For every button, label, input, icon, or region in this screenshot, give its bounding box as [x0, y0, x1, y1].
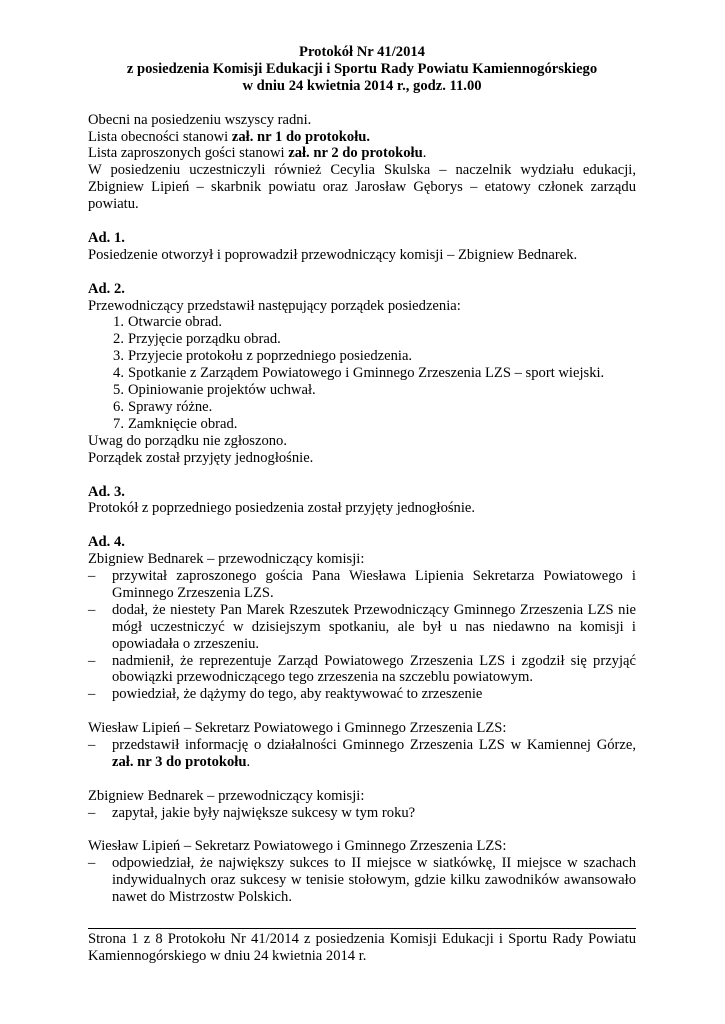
section-text: Posiedzenie otworzył i poprowadził przewodniczący komisji – Zbigniew Bednarek.	[88, 246, 578, 263]
footer-line-1: Strona 1 z 8 Protokołu Nr 41/2014 z posiedzenia Komisji Edukacji i Sportu Rady Powiatu	[88, 931, 636, 947]
list-item: 3. Przyjecie protokołu z poprzedniego posiedzenia.	[113, 348, 413, 365]
speaker-label: Zbigniew Bednarek – przewodniczący komisji:	[88, 787, 365, 804]
section-heading: Ad. 1.	[88, 229, 125, 246]
participants-paragraph: W posiedzeniu uczestniczyli również Cecylia Skulska – naczelnik wydziału edukacji, Zbigniew Lipień – skarbnik powiatu oraz Jarosław Gęborys – etatowy członek zarządu powiatu.	[88, 162, 636, 213]
section-heading: Ad. 4.	[88, 534, 125, 551]
attachment-3-ref: zał. nr 3 do protokołu	[112, 753, 247, 770]
list-item: – odpowiedział, że największy sukces to II miejsce w siatkówkę, II miejsce w szachach indywidualnych oraz sukcesy w tenisie stołowym, gdzie kilku zawodników awansowało nawet do Mistrzostw Polskich.	[88, 855, 636, 906]
document-title	[88, 44, 636, 95]
footer-line-2: Kamiennogórskiego w dniu 24 kwietnia 2014 r.	[88, 948, 367, 964]
section-text: Protokół z poprzedniego posiedzenia został przyjęty jednogłośnie.	[88, 500, 476, 517]
agenda-remarks: Uwag do porządku nie zgłoszono.	[88, 432, 287, 449]
speaker-label: Wiesław Lipień – Sekretarz Powiatowego i Gminnego Zrzeszenia LZS:	[88, 838, 507, 855]
list-item: – nadmienił, że reprezentuje Zarząd Powiatowego Zrzeszenia LZS i zgodził się przyjąć obowiązki przewodniczącego tego zrzeszenia na szczeblu powiatowym.	[88, 652, 636, 686]
section-ad1	[88, 230, 636, 264]
list-item: 6. Sprawy różne.	[113, 398, 213, 415]
agenda-intro: Przewodniczący przedstawił następujący porządek posiedzenia:	[88, 297, 461, 314]
guest-list-note: Lista zaproszonych gości stanowi zał. nr 2 do protokołu.	[88, 145, 427, 162]
list-item: 5. Opiniowanie projektów uchwał.	[113, 382, 316, 399]
attendance-list-note: Lista obecności stanowi zał. nr 1 do protokołu.	[88, 128, 371, 145]
speaker-label: Zbigniew Bednarek – przewodniczący komisji:	[88, 551, 365, 568]
section-ad3	[88, 484, 636, 518]
list-item: 7. Zamknięcie obrad.	[113, 415, 238, 432]
title-line-1: Protokół Nr 41/2014	[299, 44, 425, 60]
list-item: 1. Otwarcie obrad.	[113, 314, 223, 331]
list-item: 4. Spotkanie z Zarządem Powiatowego i Gminnego Zrzeszenia LZS – sport wiejski.	[113, 365, 605, 382]
list-item: 2. Przyjęcie porządku obrad.	[113, 331, 281, 348]
speaker-label: Wiesław Lipień – Sekretarz Powiatowego i Gminnego Zrzeszenia LZS:	[88, 720, 507, 737]
intro-section	[88, 112, 636, 213]
agenda-list	[88, 314, 636, 432]
section-heading: Ad. 2.	[88, 280, 125, 297]
statement-list	[88, 855, 636, 906]
attachment-1-ref: zał. nr 1 do protokołu.	[231, 128, 371, 145]
section-ad2	[88, 281, 636, 467]
statement-list	[88, 805, 636, 822]
statement-list	[88, 737, 636, 771]
section-ad4	[88, 534, 636, 906]
agenda-adopted: Porządek został przyjęty jednogłośnie.	[88, 449, 314, 466]
list-item: – powiedział, że dążymy do tego, aby reaktywować to zrzeszenie	[88, 686, 483, 703]
title-line-3: w dniu 24 kwietnia 2014 r., godz. 11.00	[242, 77, 482, 94]
page-footer	[88, 928, 636, 965]
list-item: – przedstawił informację o działalności Gminnego Zrzeszenia LZS w Kamiennej Górze, zał. nr 3 do protokołu.	[88, 737, 636, 770]
list-item: – zapytał, jakie były największe sukcesy w tym roku?	[88, 804, 416, 821]
list-item: – dodał, że niestety Pan Marek Rzeszutek Przewodniczący Gminnego Zrzeszenia LZS nie mógł uczestniczyć w dzisiejszym spotkaniu, ale był u nas niedawno na komisji i opowiadała o zrzeszeniu.	[88, 601, 636, 652]
statement-list	[88, 568, 636, 703]
section-heading: Ad. 3.	[88, 483, 125, 500]
document-page	[88, 44, 636, 906]
attendance-note: Obecni na posiedzeniu wszyscy radni.	[88, 111, 312, 128]
attachment-2-ref: zał. nr 2 do protokołu	[288, 145, 423, 162]
list-item: – przywitał zaproszonego gościa Pana Wiesława Lipienia Sekretarza Powiatowego i Gminnego Zrzeszenia LZS.	[88, 568, 636, 601]
title-line-2: z posiedzenia Komisji Edukacji i Sportu Rady Powiatu Kamiennogórskiego	[126, 60, 598, 77]
